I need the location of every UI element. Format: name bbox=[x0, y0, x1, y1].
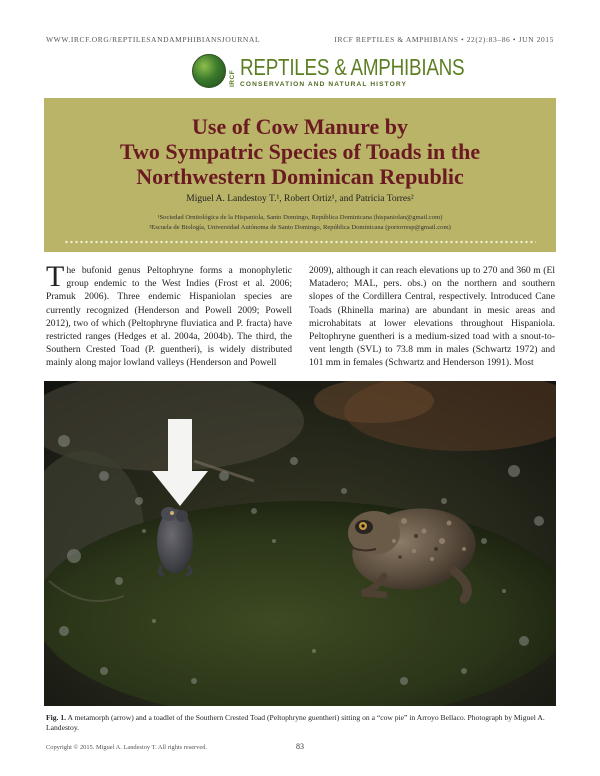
figure-caption bbox=[46, 713, 554, 732]
body-column-right: 2009), although it can reach elevations up to 270 and 360 m (El Matadero; MAL, pers. obs.) on the northern and southern slopes of the Cordillera Central, respectively. Introduced Cane Toads (Rhinella marina) are abundant in mesic areas and microhabitats at lower elevations throughout Hispaniola. Peltophryne guentheri is a medium-sized toad with a snout-to-vent length (SVL) to 73.8 mm in males (Schwartz 1972) and 101 mm in females (Schwartz and Henderson 1991). Most bbox=[309, 265, 555, 369]
toad-photograph bbox=[44, 381, 556, 706]
copyright: Copyright © 2015. Miguel A. Landestoy T. All rights reserved. bbox=[46, 744, 207, 751]
journal-url: WWW.IRCF.ORG/REPTILESANDAMPHIBIANSJOURNAL bbox=[46, 35, 261, 44]
title-banner bbox=[44, 98, 556, 252]
page-number: 83 bbox=[296, 742, 304, 751]
drop-cap: T bbox=[46, 260, 65, 293]
dotted-divider bbox=[64, 240, 536, 244]
figure-caption-text: A metamorph (arrow) and a toadlet of the Southern Crested Toad (Peltophryne guentheri) sitting on a “cow pie” in Arroyo Bellaco. Photograph by Miguel A. Landestoy. bbox=[46, 713, 545, 732]
journal-logo bbox=[192, 54, 465, 90]
journal-citation: IRCF REPTILES & AMPHIBIANS • 22(2):83–86 • JUN 2015 bbox=[334, 35, 554, 44]
authors: Miguel A. Landestoy T.¹, Robert Ortiz¹, and Patricia Torres² bbox=[186, 194, 414, 204]
logo-subtitle: CONSERVATION AND NATURAL HISTORY bbox=[240, 81, 407, 88]
body-text-left: he bufonid genus Peltophryne forms a monophyletic group endemic to the West Indies (Frost et al. 2006; Pramuk 2006). Three endemic Hispaniolan species are currently recognized (Henderson and Powell 2009; Powell 2012), two of which (Peltophryne fluviatica and P. fracta) have restricted ranges (Hedges et al. 2004a, 2004b). The third, the Southern Crested Toad (P. guentheri), is widely distributed mainly along major lowland valleys (Henderson and Powell bbox=[46, 265, 292, 369]
article-title bbox=[44, 114, 556, 189]
title-line: Use of Cow Manure by bbox=[192, 114, 408, 139]
logo-title: REPTILES & AMPHIBIANS bbox=[240, 54, 465, 80]
affiliation-1: ¹Sociedad Ornitológica de la Hispaniola, Santo Domingo, República Dominicana (hispaniolan@gmail.com) bbox=[157, 214, 443, 221]
globe-icon bbox=[192, 54, 226, 88]
logo-ircf: IRCF bbox=[229, 69, 236, 87]
body-column-left bbox=[46, 260, 292, 370]
photo-illustration bbox=[44, 381, 556, 706]
affiliation-2: ²Escuela de Biología, Universidad Autónoma de Santo Domingo, República Dominicana (portorresp@gmail.com) bbox=[149, 224, 451, 231]
title-line: Two Sympatric Species of Toads in the bbox=[119, 139, 481, 164]
figure-label: Fig. 1. bbox=[46, 713, 67, 722]
title-line: Northwestern Dominican Republic bbox=[136, 164, 464, 189]
